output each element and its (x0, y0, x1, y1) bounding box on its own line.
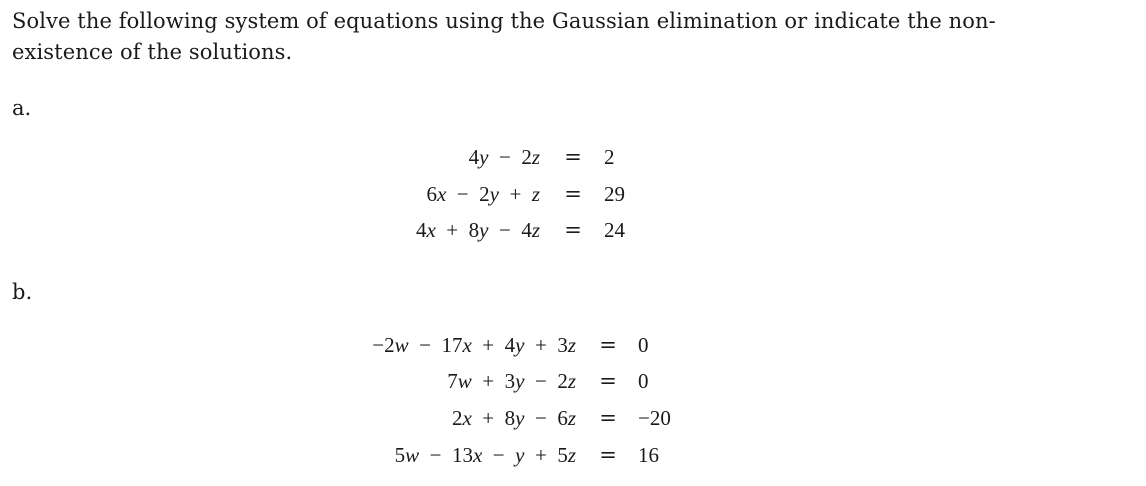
problem-statement (12, 6, 1132, 68)
problem-statement-line-1: Solve the following system of equations using the Gaussian elimination or indicate the non- (12, 9, 996, 33)
part-b-label: b. (12, 280, 33, 304)
equation-lhs: 6x − 2y + z (426, 182, 540, 206)
equals-sign: = (599, 406, 617, 430)
equation-lhs: 4y − 2z (468, 145, 540, 169)
equation-lhs: 5w − 13x − y + 5z (394, 443, 576, 467)
equals-sign: = (599, 369, 617, 393)
equation-lhs: 2x + 8y − 6z (451, 406, 576, 430)
equation-lhs: 4x + 8y − 4z (415, 218, 540, 242)
equation-rhs: 2 (604, 145, 615, 169)
problem-statement-line-2: existence of the solutions. (12, 40, 293, 64)
equation-b2 (0, 365, 1146, 397)
equation-lhs: −2w − 17x + 4y + 3z (372, 333, 576, 357)
equation-a1 (0, 141, 1146, 173)
equals-sign: = (564, 218, 582, 242)
equation-rhs: 24 (604, 218, 625, 242)
part-a-label: a. (12, 96, 32, 120)
equation-b4 (0, 439, 1146, 471)
equation-a2 (0, 178, 1146, 210)
equation-b1 (0, 329, 1146, 361)
equals-sign: = (564, 145, 582, 169)
equals-sign: = (564, 182, 582, 206)
equation-rhs: 16 (638, 443, 659, 467)
equals-sign: = (599, 333, 617, 357)
equation-a3 (0, 214, 1146, 246)
equation-rhs: 0 (638, 369, 649, 393)
equation-rhs: −20 (638, 406, 671, 430)
equals-sign: = (599, 443, 617, 467)
equation-rhs: 0 (638, 333, 649, 357)
equation-rhs: 29 (604, 182, 625, 206)
equation-lhs: 7w + 3y − 2z (447, 369, 576, 393)
equation-b3 (0, 402, 1146, 434)
